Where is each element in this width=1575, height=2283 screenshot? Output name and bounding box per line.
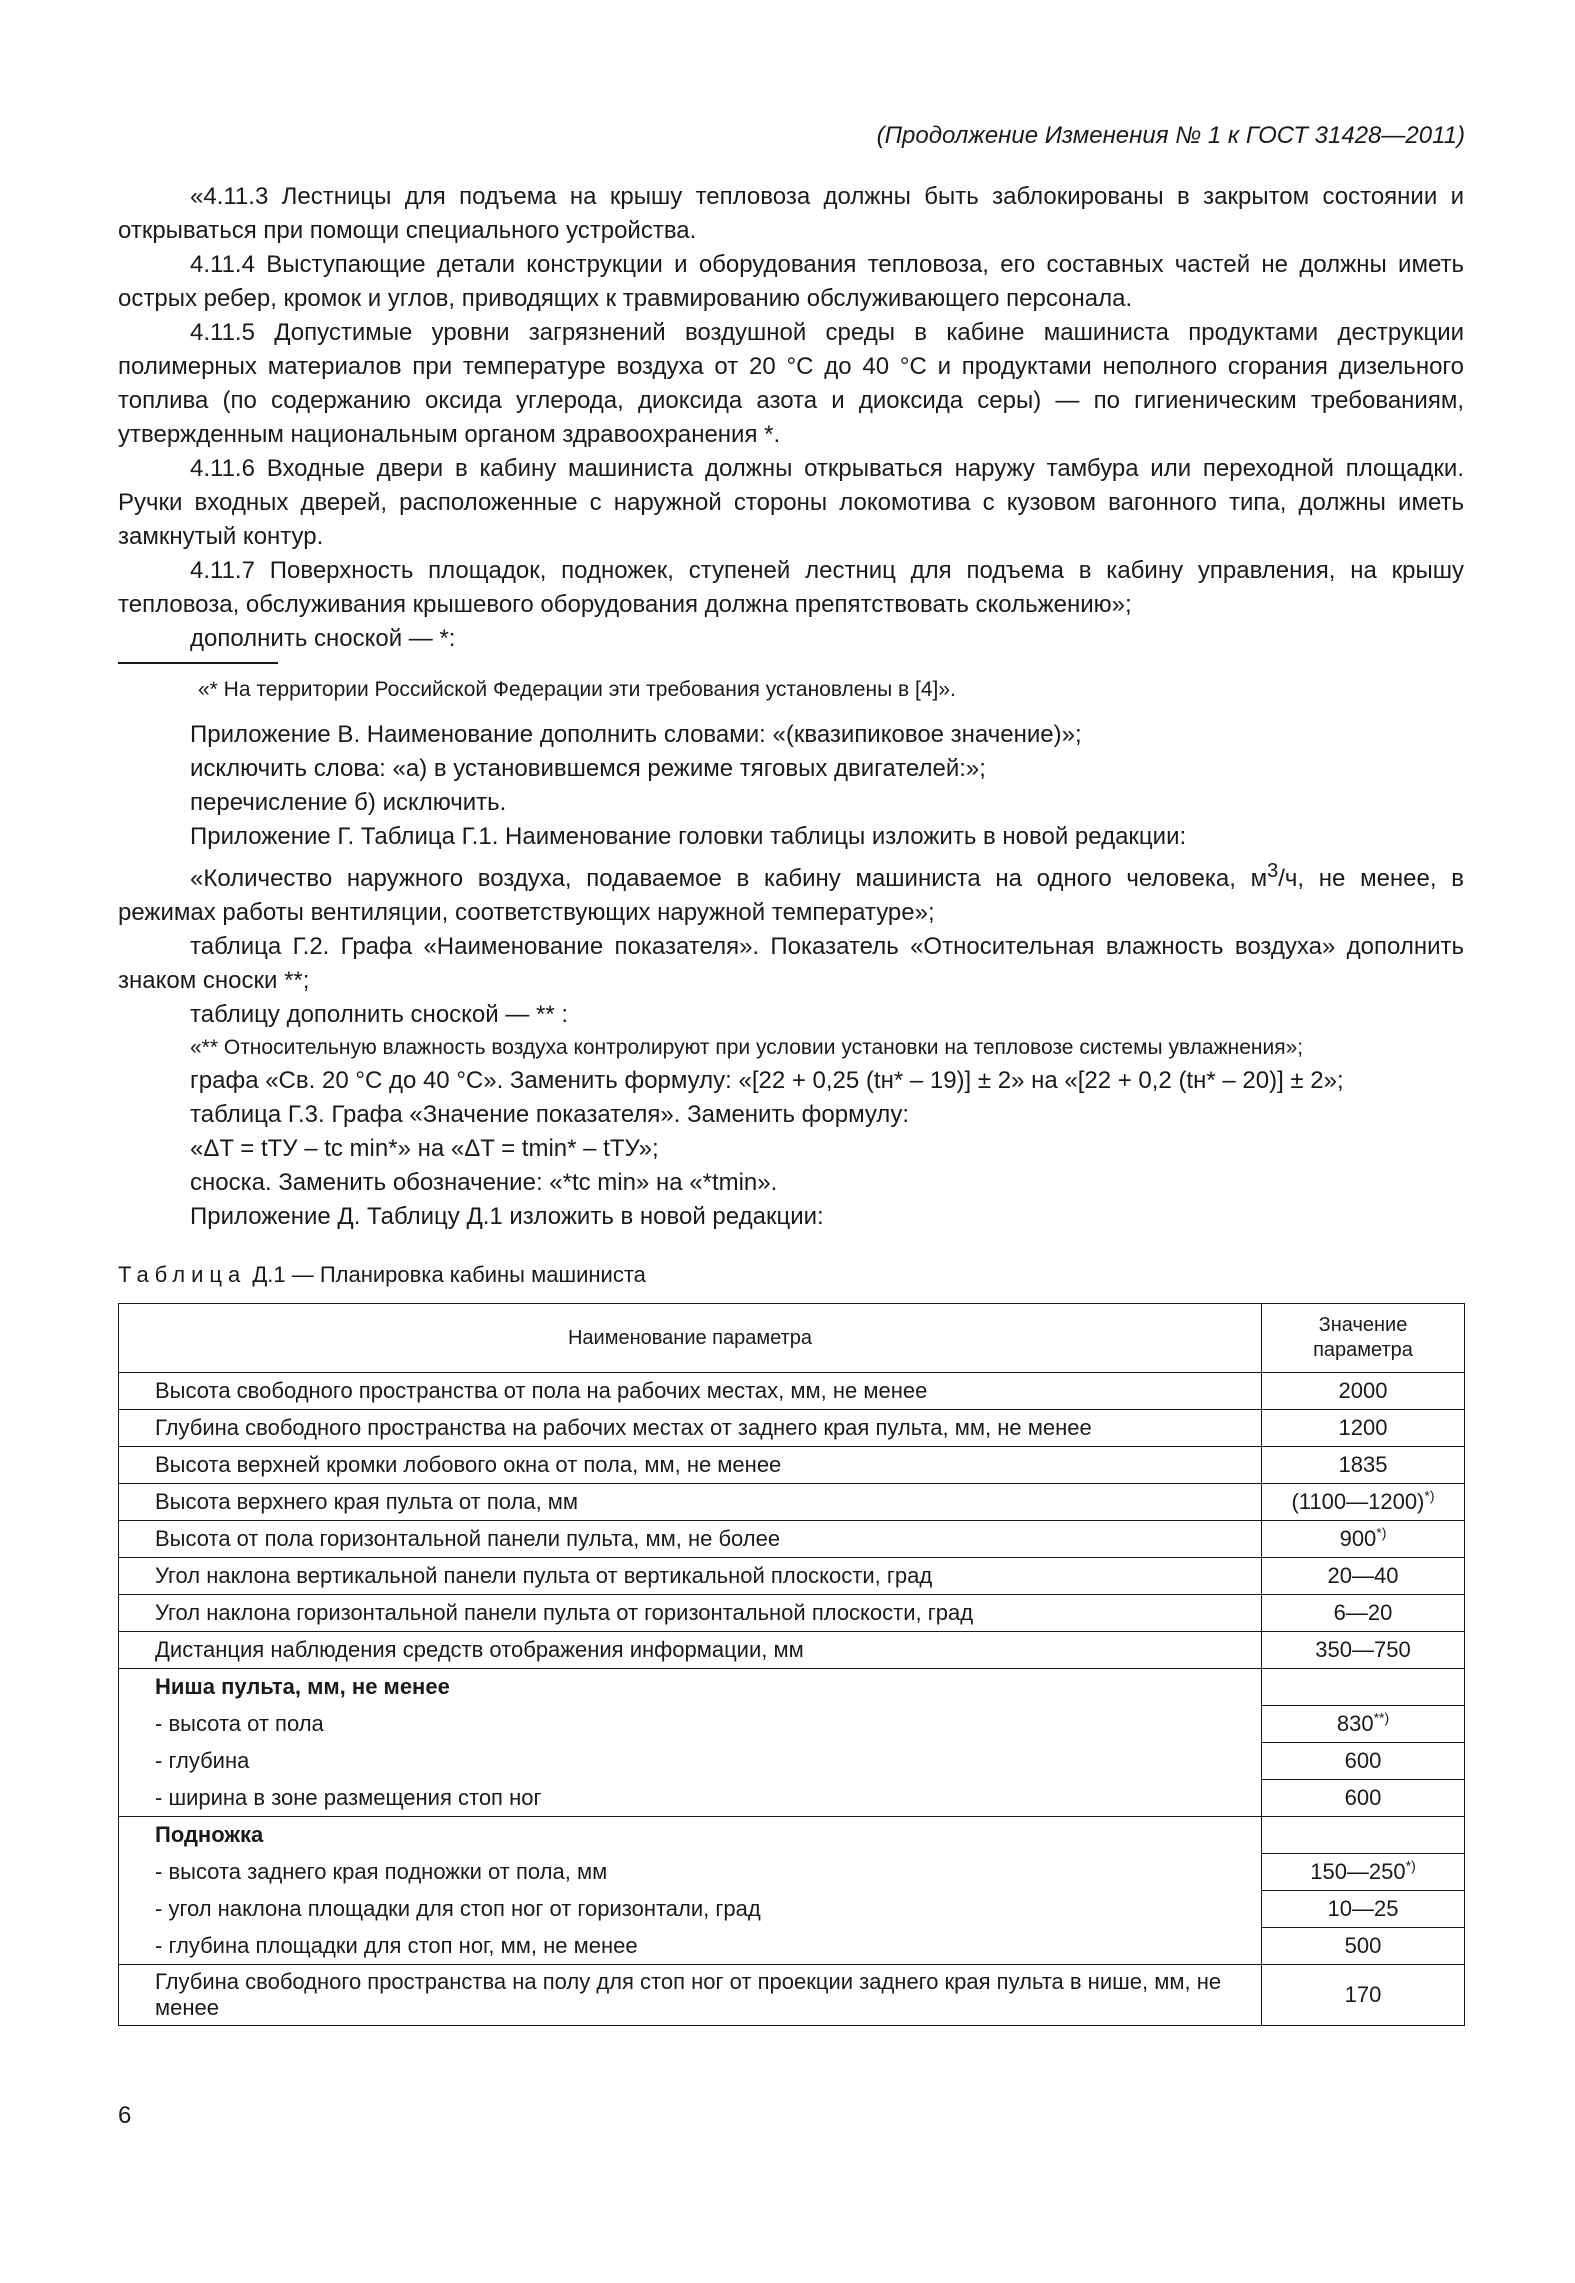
parameter-value: 830**)	[1262, 1706, 1465, 1743]
parameter-value: 1835	[1262, 1447, 1465, 1484]
paragraph: сноска. Заменить обозначение: «*tс min» на «*tmin».	[190, 1169, 778, 1196]
table-row	[119, 1928, 1465, 1965]
parameter-value: 2000	[1262, 1373, 1465, 1410]
parameter-name: Высота от пола горизонтальной панели пульта, мм, не более	[119, 1521, 1262, 1558]
parameter-value: 10—25	[1262, 1891, 1465, 1928]
parameter-value: 6—20	[1262, 1595, 1465, 1632]
parameter-name: - глубина площадки для стоп ног, мм, не менее	[119, 1928, 1262, 1965]
parameter-name: - высота от пола	[119, 1706, 1262, 1743]
table-row	[119, 1780, 1465, 1817]
table-row	[119, 1632, 1465, 1669]
cabin-layout-table	[118, 1303, 1465, 2026]
running-header: (Продолжение Изменения № 1 к ГОСТ 31428—2011)	[876, 122, 1465, 149]
paragraph: 4.11.4 Выступающие детали конструкции и оборудования тепловоза, его составных частей не должны иметь острых ребер, кромок и углов, приводящих к травмированию обслуживающего персонала.	[118, 251, 1464, 312]
caption-text: Д.1 — Планировка кабины машиниста	[252, 1262, 646, 1287]
parameter-value	[1262, 1669, 1465, 1706]
table-row	[119, 1891, 1465, 1928]
parameter-value: (1100—1200)*)	[1262, 1484, 1465, 1521]
paragraph: 4.11.6 Входные двери в кабину машиниста должны открываться наружу тамбура или переходной площадки. Ручки входных дверей, расположенные с наружной стороны локомотива с кузовом вагонного типа, должны иметь замкнутый контур.	[118, 455, 1464, 550]
parameter-name: - ширина в зоне размещения стоп ног	[119, 1780, 1262, 1817]
parameter-name: Высота верхнего края пульта от пола, мм	[119, 1484, 1262, 1521]
table-row	[119, 1521, 1465, 1558]
paragraph: перечисление б) исключить.	[190, 789, 507, 816]
parameter-name: Глубина свободного пространства на рабочих местах от заднего края пульта, мм, не менее	[119, 1410, 1262, 1447]
footnote-text: «** Относительную влажность воздуха контролируют при условии установки на тепловозе системы увлажнения»;	[190, 1036, 1304, 1059]
page-number: 6	[118, 2102, 132, 2129]
table-row	[119, 1965, 1465, 2026]
header-cell: Наименование параметра	[119, 1304, 1262, 1373]
parameter-name: - угол наклона площадки для стоп ног от горизонтали, град	[119, 1891, 1262, 1928]
parameter-value: 350—750	[1262, 1632, 1465, 1669]
parameter-name: Подножка	[119, 1817, 1262, 1854]
amendment-text	[118, 180, 1464, 1234]
parameter-name: Высота свободного пространства от пола на рабочих местах, мм, не менее	[119, 1373, 1262, 1410]
paragraph-formula: «ΔT = tТУ – tс min*» на «ΔT = tmin* – tТУ»;	[190, 1135, 659, 1162]
paragraph-air-flow	[118, 854, 1464, 930]
superscript: 3	[1267, 860, 1279, 882]
footnote-mark: **)	[1373, 1709, 1390, 1726]
table-row	[119, 1558, 1465, 1595]
parameter-value: 600	[1262, 1780, 1465, 1817]
paragraph: таблицу дополнить сноской — ** :	[190, 1001, 569, 1028]
paragraph: Приложение Д. Таблицу Д.1 изложить в новой редакции:	[190, 1203, 824, 1230]
parameter-value: 170	[1262, 1965, 1465, 2026]
paragraph: дополнить сноской — *:	[190, 625, 456, 652]
table-row	[119, 1706, 1465, 1743]
footnote-mark: *)	[1424, 1487, 1435, 1504]
parameter-value: 600	[1262, 1743, 1465, 1780]
table-row	[119, 1743, 1465, 1780]
table-body	[119, 1373, 1465, 2026]
parameter-value: 1200	[1262, 1410, 1465, 1447]
paragraph: Приложение Г. Таблица Г.1. Наименование головки таблицы изложить в новой редакции:	[190, 823, 1187, 850]
parameter-name: Высота верхней кромки лобового окна от пола, мм, не менее	[119, 1447, 1262, 1484]
table-row	[119, 1373, 1465, 1410]
parameter-name: Ниша пульта, мм, не менее	[119, 1669, 1262, 1706]
paragraph: «4.11.3 Лестницы для подъема на крышу тепловоза должны быть заблокированы в закрытом состоянии и открываться при помощи специального устройства.	[118, 183, 1464, 244]
header-cell: Значение параметра	[1262, 1304, 1465, 1373]
footnote-mark: *)	[1405, 1857, 1416, 1874]
paragraph: Приложение В. Наименование дополнить словами: «(квазипиковое значение)»;	[190, 721, 1082, 748]
table-row	[119, 1447, 1465, 1484]
table-row	[119, 1817, 1465, 1854]
parameter-value: 150—250*)	[1262, 1854, 1465, 1891]
paragraph: таблица Г.2. Графа «Наименование показателя». Показатель «Относительная влажность воздуха» дополнить знаком сноски **;	[118, 933, 1464, 994]
parameter-name: Глубина свободного пространства на полу для стоп ног от проекции заднего края пульта в нише, мм, не менее	[119, 1965, 1262, 2026]
table-row	[119, 1854, 1465, 1891]
parameter-name: Угол наклона вертикальной панели пульта от вертикальной плоскости, град	[119, 1558, 1262, 1595]
paragraph: 4.11.7 Поверхность площадок, подножек, ступеней лестниц для подъема в кабину управления, на крышу тепловоза, обслуживания крышевого оборудования должна препятствовать скольжению»;	[118, 557, 1464, 618]
table-header-row	[119, 1304, 1465, 1373]
footnote-divider	[118, 662, 278, 664]
paragraph: исключить слова: «а) в установившемся режиме тяговых двигателей:»;	[190, 755, 986, 782]
table-row	[119, 1484, 1465, 1521]
text: «Количество наружного воздуха, подаваемое в кабину машиниста на одного человека, м	[190, 865, 1268, 892]
table-row	[119, 1410, 1465, 1447]
footnote: «* На территории Российской Федерации эти требования установлены в [4]».	[198, 678, 956, 701]
parameter-name: Угол наклона горизонтальной панели пульта от горизонтальной плоскости, град	[119, 1595, 1262, 1632]
paragraph: 4.11.5 Допустимые уровни загрязнений воздушной среды в кабине машиниста продуктами деструкции полимерных материалов при температуре воздуха от 20 °С до 40 °С и продуктами неполного сгорания дизельного топлива (по содержанию оксида углерода, диоксида азота и диоксида серы) — по гигиеническим требованиям, утвержденным национальным органом здравоохранения *.	[118, 319, 1464, 448]
parameter-value: 20—40	[1262, 1558, 1465, 1595]
paragraph-formula: графа «Св. 20 °С до 40 °С». Заменить формулу: «[22 + 0,25 (tн* – 19)] ± 2» на «[22 + 0,2 (tн* – 20)] ± 2»;	[190, 1067, 1344, 1094]
parameter-value: 500	[1262, 1928, 1465, 1965]
text: /ч, не менее, в режимах работы вентиляции, соответствующих наружной температуре»;	[118, 865, 1464, 926]
footnote-mark: *)	[1376, 1524, 1387, 1541]
parameter-name: Дистанция наблюдения средств отображения информации, мм	[119, 1632, 1262, 1669]
table-row	[119, 1669, 1465, 1706]
paragraph: таблица Г.3. Графа «Значение показателя». Заменить формулу:	[190, 1101, 909, 1128]
caption-label: Таблица	[118, 1262, 247, 1287]
parameter-name: - глубина	[119, 1743, 1262, 1780]
parameter-name: - высота заднего края подножки от пола, мм	[119, 1854, 1262, 1891]
table-caption	[118, 1262, 646, 1288]
parameter-value: 900*)	[1262, 1521, 1465, 1558]
table-row	[119, 1595, 1465, 1632]
parameter-value	[1262, 1817, 1465, 1854]
